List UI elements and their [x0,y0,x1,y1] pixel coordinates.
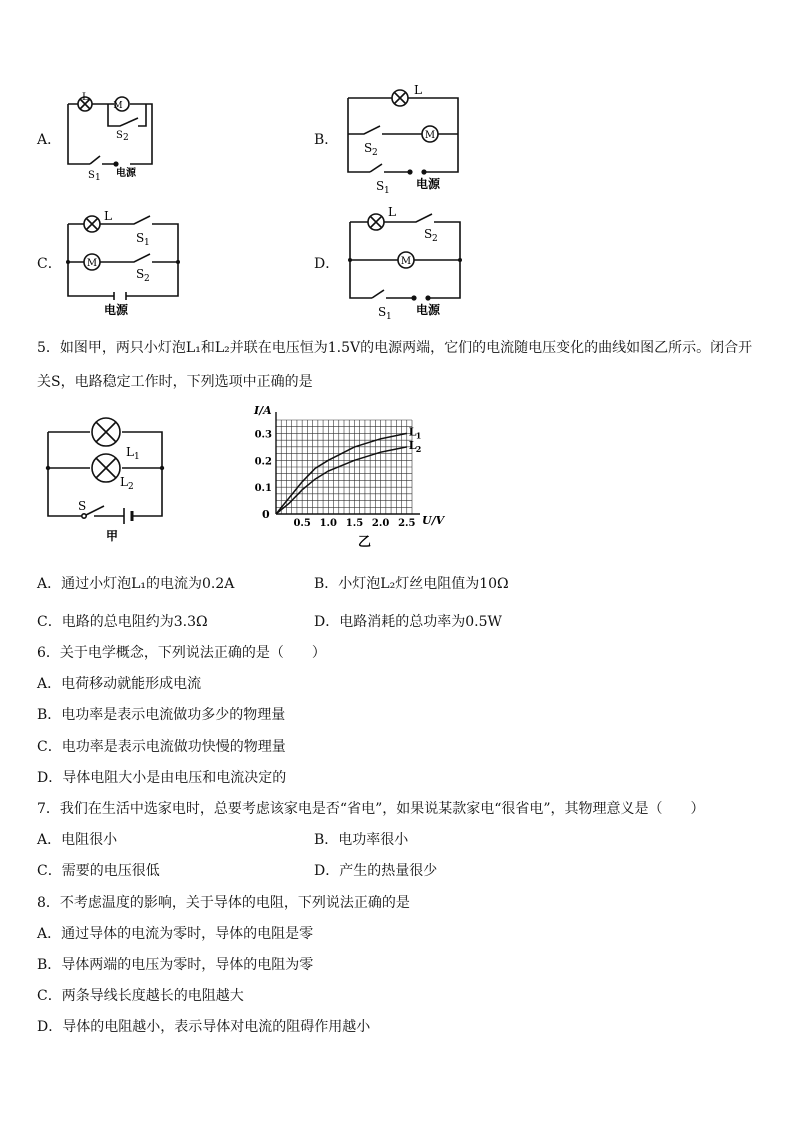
motor-text: M [424,130,436,141]
sub-1: 1 [134,452,140,462]
sub-2: 2 [123,133,129,143]
q5-option-c: C．电路的总电阻约为3.3Ω [37,614,208,630]
x-axis-label: U/V [422,514,445,527]
q7-option-a: A．电阻很小 [37,832,118,848]
lamp-l-text: L [104,209,112,223]
series-label-l1: L [408,425,417,439]
y-tick-label: 0.2 [254,456,272,468]
y-axis-label: I/A [254,404,272,417]
q6-option-a: A．电荷移动就能形成电流 [37,676,202,692]
q5-option-b: B．小灯泡L₂灯丝电阻值为10Ω [314,576,509,592]
q5-option-a: A．通过小灯泡L₁的电流为0.2A [37,576,235,592]
y-tick-label: 0.3 [254,429,272,441]
series-label-l2: L [408,438,417,452]
sub-1: 1 [95,173,101,182]
figure-yi-caption: 乙 [358,535,372,550]
lamp-l-text: L [388,206,396,219]
q7-option-c: C．需要的电压很低 [37,863,160,879]
iv-chart [240,400,450,550]
motor-text: M [113,101,123,111]
switch-s1-text: S [378,305,387,319]
q7-option-b: B．电功率很小 [314,832,409,848]
x-tick-label: 1.0 [319,518,338,529]
option-b-label: B． [314,132,339,148]
q5-option-d: D．电路消耗的总功率为0.5W [314,614,502,630]
switch-s2-text: S [136,267,145,281]
lamp-l2-text: L [120,475,128,489]
switch-s1-text: S [376,179,385,193]
q6-option-d: D．导体电阻大小是由电压和电流决定的 [37,770,287,786]
switch-s2-text: S [424,227,433,241]
sub-2: 2 [128,482,134,492]
chart-grid [276,420,412,514]
series-label-sub: 2 [415,443,422,454]
q7-option-d: D．产生的热量很少 [314,863,438,879]
sub-1: 1 [384,186,390,194]
switch-s1-text: S [136,231,145,245]
circuit-d [342,206,472,320]
x-tick-label: 1.5 [345,518,364,529]
circuit-c [60,208,190,320]
switch-s1-text: S [88,170,95,181]
switch-s2-text: S [364,141,373,155]
x-tick-label: 0.5 [293,518,311,529]
motor-text: M [400,256,412,267]
series-label-sub: 1 [415,430,422,441]
power-source-text: 电源 [416,303,441,317]
sub-1: 1 [144,238,150,248]
circuit-jia [40,414,170,544]
power-source-text: 电源 [416,177,441,191]
lamp-l1-text: L [126,445,134,459]
q7-stem: 7．我们在生活中选家电时，总要考虑该家电是否“省电”，如果说某款家电“很省电”，其物理意义是（ ） [37,801,705,817]
q6-option-b: B．电功率是表示电流做功多少的物理量 [37,707,286,723]
x-tick-label: 2.5 [398,518,416,529]
motor-text: M [86,258,98,269]
switch-s-text: S [78,499,87,513]
q8-stem: 8．不考虑温度的影响，关于导体的电阻，下列说法正确的是 [37,895,410,911]
switch-s2-text: S [116,130,123,141]
y-tick-label: 0.1 [254,483,272,495]
q8-option-c: C．两条导线长度越长的电阻越大 [37,988,244,1004]
q5-stem-line1: 5．如图甲，两只小灯泡L₁和L₂并联在电压恒为1.5V的电源两端，它们的电流随电压变化的曲线如图乙所示。闭合开 [37,340,753,356]
sub-1: 1 [386,312,392,320]
x-tick-label: 2.0 [371,518,390,529]
circuit-b [340,82,470,194]
figure-jia-caption: 甲 [106,529,119,543]
lamp-l-text: L [82,92,89,103]
option-a-label: A． [37,132,62,148]
q5-stem-line2: 关S，电路稳定工作时，下列选项中正确的是 [37,374,313,390]
q8-option-b: B．导体两端的电压为零时，导体的电阻为零 [37,957,314,973]
power-source-text: 电源 [116,168,136,179]
power-source-text: 电源 [104,303,129,317]
sub-2: 2 [144,274,150,284]
origin-label: 0 [262,508,270,521]
q6-stem: 6．关于电学概念，下列说法正确的是（ ） [37,645,326,661]
circuit-a [60,92,160,182]
sub-2: 2 [432,234,438,244]
sub-2: 2 [372,148,378,158]
q8-option-a: A．通过导体的电流为零时，导体的电阻是零 [37,926,314,942]
q6-option-c: C．电功率是表示电流做功快慢的物理量 [37,739,286,755]
lamp-l-text: L [414,83,422,97]
q8-option-d: D．导体的电阻越小，表示导体对电流的阻碍作用越小 [37,1019,371,1035]
option-d-label: D． [314,256,340,272]
option-c-label: C． [37,256,62,272]
